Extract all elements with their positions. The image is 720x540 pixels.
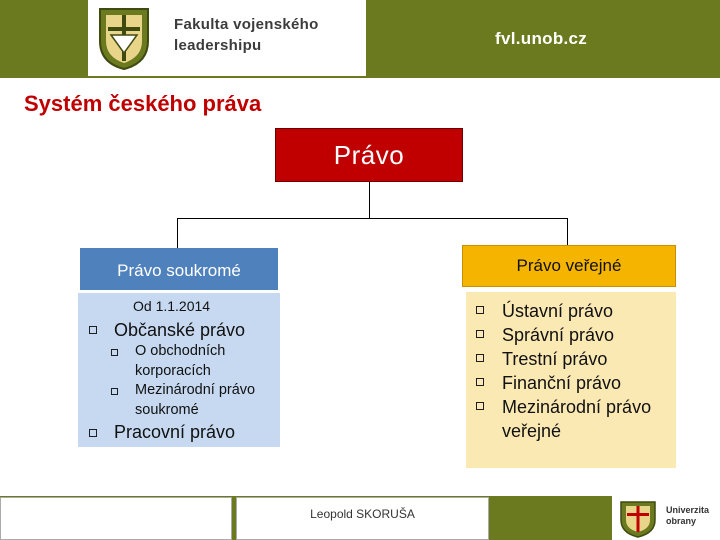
faculty-logo[interactable]: [88, 0, 366, 76]
bullet-icon: [476, 354, 484, 362]
faculty-crest-icon: [96, 5, 152, 71]
faculty-name: Fakulta vojenského leadershipu: [174, 16, 319, 54]
bullet-icon: [476, 306, 484, 314]
private-item-civil-law: Občanské právo: [114, 320, 246, 340]
bullet-icon: [476, 402, 484, 410]
bullet-icon: [476, 330, 484, 338]
public-item-criminal: Trestní právo: [502, 349, 608, 369]
private-subitem-corporations: O obchodních korporacích: [135, 343, 226, 379]
bullet-icon: [89, 429, 97, 437]
website-link[interactable]: fvl.unob.cz: [495, 29, 588, 48]
connector-left-down: [177, 218, 178, 248]
public-law-node: Právo veřejné: [462, 245, 676, 287]
public-item-constitutional: Ústavní právo: [502, 301, 614, 321]
bullet-icon: [111, 349, 118, 356]
public-item-administrative: Správní právo: [502, 325, 615, 345]
bullet-icon: [476, 378, 484, 386]
author-name: Leopold SKORUŠA: [310, 507, 415, 521]
bullet-icon: [111, 388, 118, 395]
slide-title: Systém českého práva: [24, 91, 262, 116]
private-subitem-international: Mezinárodní právo soukromé: [135, 382, 256, 418]
since-note: Od 1.1.2014: [133, 298, 211, 314]
private-law-node: Právo soukromé: [80, 248, 278, 290]
university-crest-icon: [618, 500, 658, 538]
public-item-international: Mezinárodní právo veřejné: [502, 397, 652, 441]
root-node: Právo: [275, 128, 463, 182]
university-name: Univerzita obrany: [666, 505, 710, 526]
footer-left-panel: [0, 497, 232, 540]
private-item-labour-law: Pracovní právo: [114, 422, 236, 442]
bullet-icon: [89, 326, 97, 334]
public-item-financial: Finanční právo: [502, 373, 622, 393]
connector-right-down: [567, 218, 568, 245]
connector-horizontal: [177, 218, 568, 219]
connector-root-down: [369, 182, 370, 218]
